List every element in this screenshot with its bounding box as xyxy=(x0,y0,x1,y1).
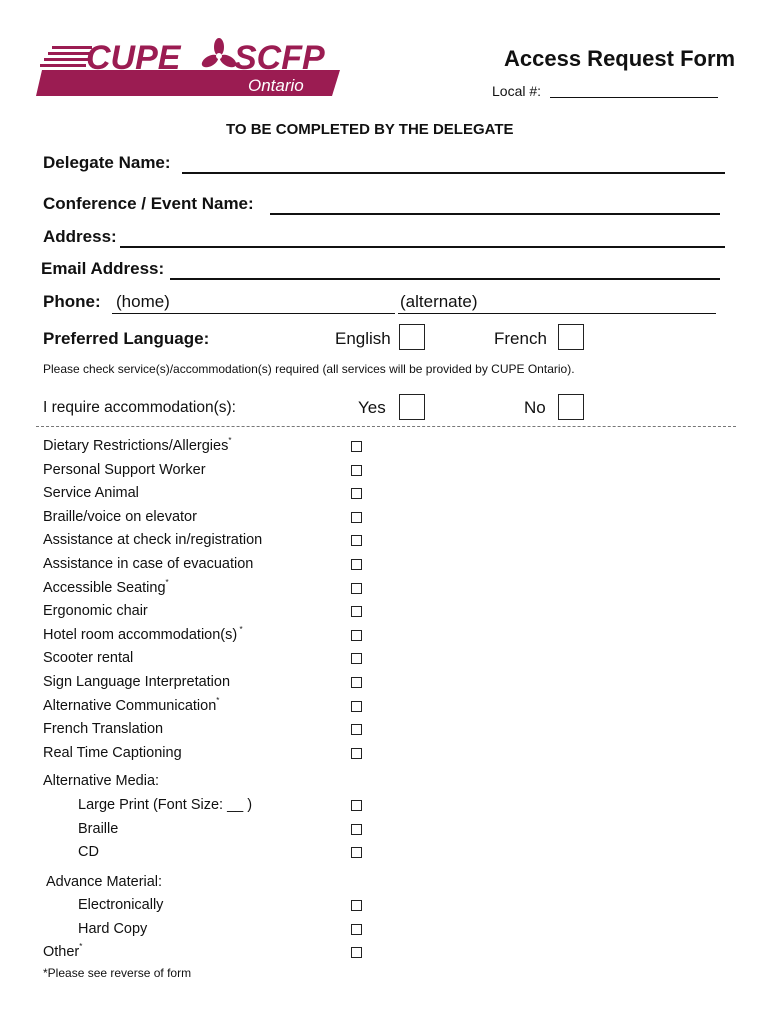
service-item-asterisk: * xyxy=(237,624,243,634)
service-item-label: Personal Support Worker xyxy=(43,461,206,478)
service-item xyxy=(43,577,169,596)
logo-cupe-text: CUPE xyxy=(86,39,181,77)
section-heading: TO BE COMPLETED BY THE DELEGATE xyxy=(226,121,514,138)
service-item xyxy=(43,745,182,761)
footnote-text: *Please see reverse of form xyxy=(43,966,192,980)
cupe-scfp-ontario-logo xyxy=(36,36,346,98)
section-divider xyxy=(36,426,736,427)
alternative-media-checkbox[interactable] xyxy=(351,847,362,858)
address-label: Address: xyxy=(43,227,117,246)
service-item xyxy=(43,509,197,525)
logo-sub-text: Ontario xyxy=(248,76,304,95)
accommodation-yes-checkbox[interactable] xyxy=(399,394,425,420)
phone-label: Phone: xyxy=(43,292,101,311)
service-item-label: Assistance at check in/registration xyxy=(43,532,263,549)
service-item-checkbox[interactable] xyxy=(351,701,362,712)
alternative-media-item: CD xyxy=(78,844,99,861)
advance-material-label: Advance Material: xyxy=(46,874,163,890)
accommodation-yes-label: Yes xyxy=(358,398,386,417)
local-number-label: Local #: xyxy=(492,83,542,99)
service-item-asterisk: * xyxy=(165,577,169,587)
service-item-label: Dietary Restrictions/Allergies xyxy=(43,438,229,454)
service-item-checkbox[interactable] xyxy=(351,630,362,641)
french-label: French xyxy=(494,329,547,348)
accommodation-label: I require accommodation(s): xyxy=(43,399,236,416)
phone-home-field[interactable] xyxy=(112,313,395,314)
service-item xyxy=(43,603,148,619)
local-number-field[interactable] xyxy=(550,97,718,98)
address-field[interactable] xyxy=(120,246,725,248)
service-item-checkbox[interactable] xyxy=(351,606,362,617)
english-checkbox[interactable] xyxy=(399,324,425,350)
service-item xyxy=(43,650,133,666)
advance-material-item: Electronically xyxy=(78,897,164,913)
accommodation-no-checkbox[interactable] xyxy=(558,394,584,420)
service-item xyxy=(43,721,163,737)
service-item-checkbox[interactable] xyxy=(351,748,362,759)
service-item-checkbox[interactable] xyxy=(351,559,362,570)
phone-alternate-label: (alternate) xyxy=(400,292,478,311)
service-item-label: Ergonomic chair xyxy=(43,603,148,620)
service-item xyxy=(43,624,243,643)
service-item-checkbox[interactable] xyxy=(351,653,362,664)
phone-alternate-field[interactable] xyxy=(398,313,716,314)
delegate-name-label: Delegate Name: xyxy=(43,153,171,172)
english-label: English xyxy=(335,329,391,348)
service-item-checkbox[interactable] xyxy=(351,724,362,735)
service-item-asterisk: * xyxy=(228,436,232,445)
advance-material-item: Hard Copy xyxy=(78,920,148,937)
phone-home-label: (home) xyxy=(116,292,170,311)
instruction-text: Please check service(s)/accommodation(s) required (all services will be provided by CUPE Ontario). xyxy=(43,362,575,376)
service-item-checkbox[interactable] xyxy=(351,512,362,523)
service-item-checkbox[interactable] xyxy=(351,535,362,546)
trillium-icon xyxy=(200,38,239,70)
event-name-field[interactable] xyxy=(270,213,720,215)
service-item-label: Service Animal xyxy=(43,485,139,502)
service-item-checkbox[interactable] xyxy=(351,465,362,476)
alternative-media-item: Braille xyxy=(78,820,119,837)
delegate-name-field[interactable] xyxy=(182,172,725,174)
other-asterisk: * xyxy=(79,942,83,951)
service-item-label: Sign Language Interpretation xyxy=(43,674,231,690)
french-checkbox[interactable] xyxy=(558,324,584,350)
service-item-checkbox[interactable] xyxy=(351,488,362,499)
email-field[interactable] xyxy=(170,278,720,280)
service-item-asterisk: * xyxy=(216,695,220,705)
email-label: Email Address: xyxy=(41,259,165,278)
service-item-checkbox[interactable] xyxy=(351,677,362,688)
accommodation-no-label: No xyxy=(524,398,546,417)
advance-material-checkbox[interactable] xyxy=(351,900,362,911)
service-item-checkbox[interactable] xyxy=(351,583,362,594)
service-item-label: Real Time Captioning xyxy=(43,744,182,761)
advance-material-checkbox[interactable] xyxy=(351,924,362,935)
service-item-label: French Translation xyxy=(43,721,164,738)
service-item-label: Hotel room accommodation(s) xyxy=(43,626,238,643)
alternative-media-checkbox[interactable] xyxy=(351,800,362,811)
service-item-label: Accessible Seating xyxy=(43,579,166,596)
service-item xyxy=(43,438,231,454)
service-item xyxy=(43,556,253,572)
alternative-media-item: Large Print (Font Size: __ ) xyxy=(78,797,253,813)
service-item xyxy=(43,485,139,501)
event-name-label: Conference / Event Name: xyxy=(43,194,254,213)
logo-scfp-text: SCFP xyxy=(234,39,325,77)
form-title: Access Request Form xyxy=(504,46,736,71)
alternative-media-label: Alternative Media: xyxy=(43,773,160,789)
service-item xyxy=(43,532,262,548)
service-item xyxy=(43,462,206,478)
service-item-label: Alternative Communication xyxy=(43,697,217,714)
other-label xyxy=(43,944,82,960)
service-item-label: Scooter rental xyxy=(43,650,134,667)
service-item xyxy=(43,695,220,714)
other-label-text: Other xyxy=(43,944,80,960)
service-item xyxy=(43,674,230,690)
service-item-label: Braille/voice on elevator xyxy=(43,508,197,525)
service-item-label: Assistance in case of evacuation xyxy=(43,556,254,572)
other-checkbox[interactable] xyxy=(351,947,362,958)
alternative-media-checkbox[interactable] xyxy=(351,824,362,835)
service-item-checkbox[interactable] xyxy=(351,441,362,452)
preferred-language-label: Preferred Language: xyxy=(43,329,210,348)
